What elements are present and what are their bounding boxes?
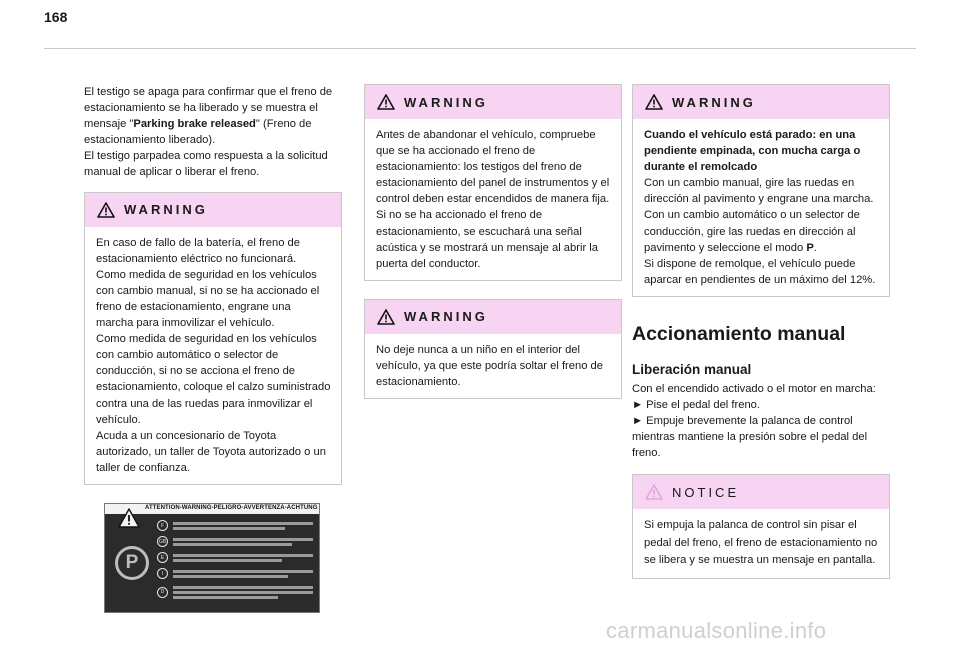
warning-triangle-icon	[645, 94, 663, 110]
warning-box-child	[364, 299, 622, 399]
notice-triangle-icon	[645, 484, 663, 500]
warning-header	[365, 85, 621, 119]
label-line	[157, 584, 313, 601]
parking-brake-released-message: Parking brake released	[133, 118, 256, 131]
warning-label-image	[104, 503, 320, 613]
label-line	[157, 568, 313, 580]
column-1	[84, 84, 342, 613]
label-image-header: ATTENTION-WARNING-PELIGRO-AVVERTENZA-ACHTUNG	[145, 504, 318, 511]
warning-text: Cuando el vehículo está parado: en una pendiente empinada, con mucha carga o durante el remolcado Con un cambio manual, gire las ruedas en dirección al pavimento y engrane una marcha. Con un cambio automático o un selector de conducción, gire las ruedas en dirección al pavimento y seleccione el modo P. Si dispone de remolque, el vehículo puede aparcar en pendientes de un máximo del 12%.	[633, 119, 889, 296]
label-line	[157, 520, 313, 532]
warning-box-battery	[84, 192, 342, 485]
warning-header	[365, 300, 621, 334]
mode-p: P	[806, 241, 814, 254]
notice-header	[633, 475, 889, 509]
watermark: carmanualsonline.info	[606, 618, 827, 643]
flag-icon: F	[157, 520, 168, 531]
warning-header	[85, 193, 341, 227]
label-image-lines	[157, 520, 313, 605]
step-2: ► Empuje brevemente la palanca de control mientras mantiene la presión sobre el pedal del freno.	[632, 415, 868, 460]
body-intro: Con el encendido activado o el motor en marcha:	[632, 382, 876, 395]
notice-text: Si empuja la palanca de control sin pisar el pedal del freno, el freno de estacionamiento no se libera y se muestra un mensaje en pantalla.	[644, 519, 878, 567]
warning-box-leave-vehicle	[364, 84, 622, 281]
header-rule	[44, 48, 916, 49]
warning-text: En caso de fallo de la batería, el freno de estacionamiento eléctrico no funcionará. Como medida de seguridad en los vehículos con cambio manual, si no se ha accionado el freno de estacionamiento, engrane una marcha para inmovilizar el vehículo. Como medida de seguridad en los vehículos con cambio automático o selector de conducción, si no se acciona el freno de estacionamiento, coloque el calzo suministrado contra una de las ruedas para inmovilizar el vehículo. Acuda a un concesionario de Toyota autorizado, un taller de Toyota autorizado o un taller de confianza.	[96, 236, 331, 474]
warning-bold-heading: Cuando el vehículo está parado: en una pendiente empinada, con mucha carga o durante el remolcado	[644, 129, 861, 174]
label-line	[157, 536, 313, 548]
warning-triangle-icon	[97, 202, 115, 218]
flag-icon: E	[157, 552, 168, 563]
subsection-title: Liberación manual	[632, 361, 752, 377]
page-number: 168	[44, 9, 68, 25]
section-title: Accionamiento manual	[632, 322, 846, 345]
label-line	[157, 552, 313, 564]
flag-icon: GB	[157, 536, 168, 547]
warning-label: WARNING	[404, 94, 488, 110]
flag-icon: I	[157, 568, 168, 579]
step-1: ► Pise el pedal del freno.	[632, 399, 760, 412]
notice-label: NOTICE	[672, 484, 740, 500]
intro-paragraph: El testigo se apaga para confirmar que el freno de estacionamiento se ha liberado y se muestra el mensaje "Parking brake released" (Freno de estacionamiento liberado). El testigo parpadea como respuesta a la solicitud manual de aplicar o liberar el freno.	[84, 86, 333, 179]
column-3	[632, 84, 890, 579]
warning-label: WARNING	[404, 309, 488, 325]
warning-box-slope	[632, 84, 890, 297]
flag-icon: D	[157, 587, 168, 598]
warning-header	[633, 85, 889, 119]
warning-triangle-icon	[377, 309, 395, 325]
notice-box	[632, 474, 890, 578]
warning-triangle-icon	[118, 508, 140, 528]
parking-brake-icon: P	[115, 546, 149, 580]
warning-text: No deje nunca a un niño en el interior del vehículo, ya que este podría soltar el freno de estacionamiento.	[376, 343, 604, 389]
warning-label: WARNING	[124, 202, 208, 218]
warning-text: Antes de abandonar el vehículo, compruebe que se ha accionado el freno de estacionamiento: los testigos del freno de estacionamiento del panel de instrumentos y el control deben estar encendidos de manera fija. Si no se ha accionado el freno de estacionamiento, se escuchará una señal acústica y se mostrará un mensaje al abrir la puerta del conductor.	[376, 129, 610, 270]
warning-label: WARNING	[672, 94, 756, 110]
warning-triangle-icon	[377, 94, 395, 110]
column-2	[364, 84, 622, 399]
